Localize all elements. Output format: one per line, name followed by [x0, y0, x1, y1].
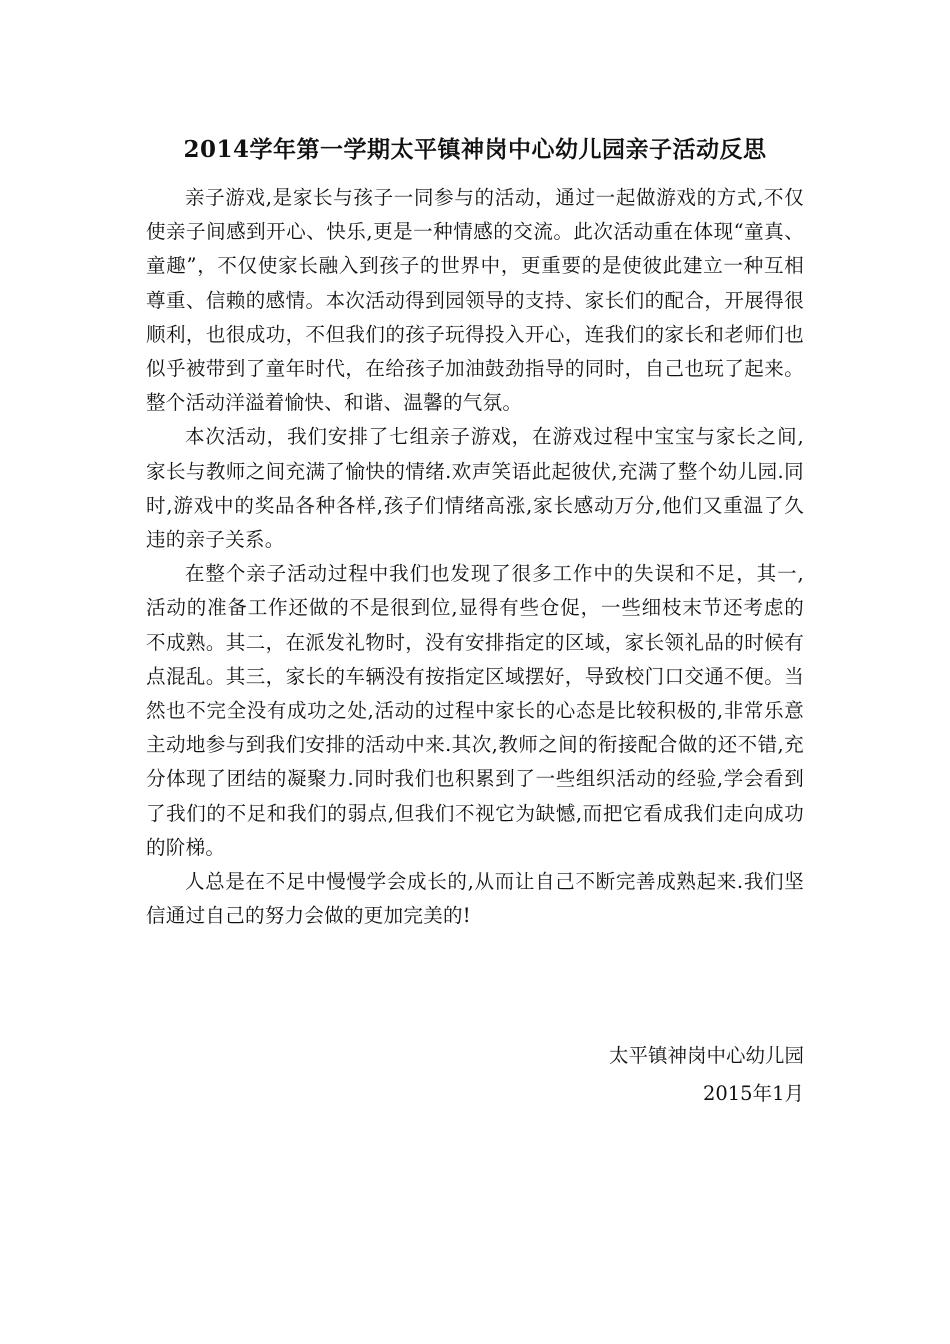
paragraph-2: 本次活动，我们安排了七组亲子游戏，在游戏过程中宝宝与家长之间,家长与教师之间充满了愉快的情绪.欢声笑语此起彼伏,充满了整个幼儿园.同时,游戏中的奖品各种各样,孩子们情绪高涨,家长感动万分,他们又重温了久违的亲子关系。 — [146, 425, 804, 552]
paragraph-3: 在整个亲子活动过程中我们也发现了很多工作中的失误和不足，其一,活动的准备工作还做的不是很到位,显得有些仓促，一些细枝末节还考虑的不成熟。其二，在派发礼物时，没有安排指定的区域，家长领礼品的时候有点混乱。其三，家长的车辆没有按指定区域摆好，导致校门口交通不便。当然也不完全没有成功之处,活动的过程中家长的心态是比较积极的,非常乐意主动地参与到我们安排的活动中来.其次,教师之间的衔接配合做的还不错,充分体现了团结的凝聚力.同时我们也积累到了一些组织活动的经验,学会看到了我们的不足和我们的弱点,但我们不视它为缺憾,而把它看成我们走向成功的阶梯。 — [146, 562, 804, 859]
signature-date: 2015年1月 — [702, 1082, 804, 1105]
document-title: 2014学年第一学期太平镇神岗中心幼儿园亲子活动反思 — [183, 136, 767, 163]
signature-organization: 太平镇神岗中心幼儿园 — [608, 1044, 804, 1067]
paragraph-1: 亲子游戏,是家长与孩子一同参与的活动，通过一起做游戏的方式,不仅使亲子间感到开心、快乐,更是一种情感的交流。此次活动重在体现“童真、童趣”，不仅使家长融入到孩子的世界中，更重要的是使彼此建立一种互相尊重、信赖的感情。本次活动得到园领导的支持、家长们的配合，开展得很顺利，也很成功，不但我们的孩子玩得投入开心，连我们的家长和老师们也似乎被带到了童年时代，在给孩子加油鼓劲指导的同时，自己也玩了起来。整个活动洋溢着愉快、和谐、温馨的气氛。 — [146, 186, 804, 415]
signature-block — [609, 1037, 804, 1113]
paragraph-4: 人总是在不足中慢慢学会成长的,从而让自己不断完善成熟起来.我们坚信通过自己的努力会做的更加完美的! — [146, 870, 804, 928]
document-body — [146, 181, 804, 933]
